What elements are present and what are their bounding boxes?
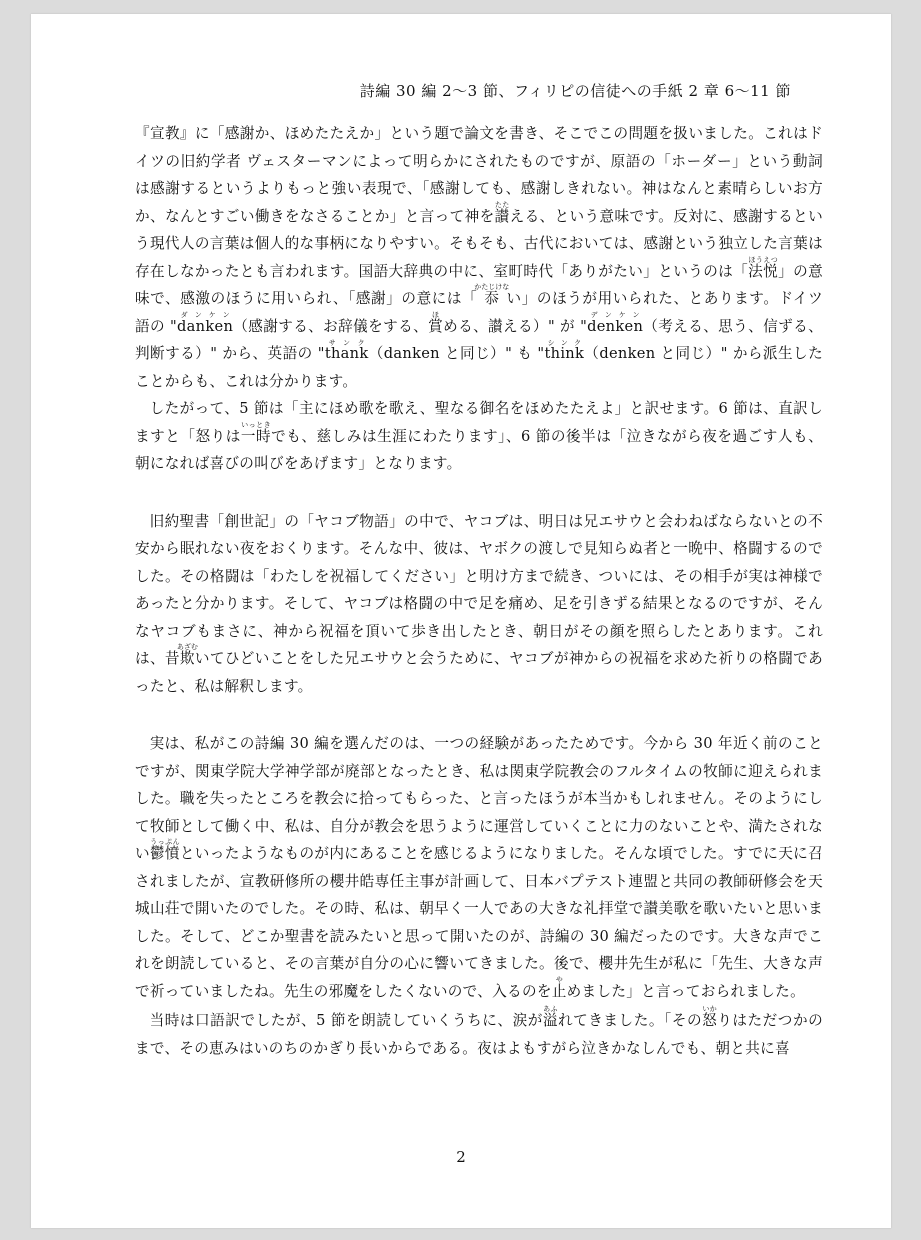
ruby-annotation xyxy=(544,339,585,362)
page-header: 詩編 30 編 2〜3 節、フィリピの信徒への手紙 2 章 6〜11 節 xyxy=(359,82,791,100)
paragraph-2 xyxy=(135,395,823,478)
ruby-base: think xyxy=(544,345,585,362)
ruby-annotation xyxy=(748,255,779,280)
ruby-annotation xyxy=(428,310,444,335)
ruby-annotation xyxy=(149,838,180,862)
ruby-annotation xyxy=(177,310,234,335)
ruby-reading: デンケン xyxy=(587,310,644,319)
text-segment: 旧約聖書「創世記」の「ヤコブ物語」の中で、ヤコブは、明日は兄エサウと会わねばならないとの不安から眠れない夜をおくります。そんな中、彼は、ヤボクの渡しで見知らぬ者と一晩中、格闘するのでした。その格闘は「わたしを祝福してください」と明け方まで続き、ついには、その相手が実は神様であったと分かります。そして、ヤコブは格闘の中で足を痛め、足を引きずる結果となるのですが、そんなヤコブもまさに、神から祝福を頂いて歩き出したとき、朝日がその顔を照らしたとあります。これは、昔 xyxy=(135,512,823,667)
text-segment: い」のほうが用いられた、とあります。ドイツ語の " xyxy=(135,290,823,335)
ruby-reading: ダンケン xyxy=(177,310,234,319)
ruby-annotation xyxy=(587,310,644,335)
ruby-reading: いか xyxy=(702,1005,717,1013)
ruby-annotation xyxy=(542,1005,558,1029)
text-segment: （denken と同じ）" から派生したことからも、これは分かります。 xyxy=(135,345,823,390)
ruby-base: 欺 xyxy=(176,650,198,667)
paragraph-1 xyxy=(135,120,823,395)
ruby-base: 賞 xyxy=(428,317,444,335)
page-number: 2 xyxy=(456,1148,466,1166)
text-segment: （danken と同じ）" も " xyxy=(368,345,545,362)
ruby-base: thank xyxy=(324,345,369,362)
ruby-base: 一時 xyxy=(240,427,272,445)
ruby-reading: いっとき xyxy=(240,420,271,429)
ruby-base: 溢 xyxy=(542,1012,558,1029)
text-segment: といったようなものが内にあることを感じるようになりました。そんな頃でした。すでに天に召されましたが、宣教研修所の櫻井皓専任主事が計画して、日本バプテスト連盟と共同の教師研修会を天城山荘で開いたのでした。その時、私は、朝早く一人であの大きな礼拝堂で讃美歌を歌いたいと思いました。そして、どこか聖書を読みたいと思って開いたのが、詩編の 30 編だったのです。大きな声でこれを朗読していると、その言葉が自分の心に響いてきました。後で、櫻井先生が私に「先生、大きな声で祈っていましたね。先生の邪魔をしたくないので、入るのを xyxy=(135,845,823,1000)
text-segment: 当時は口語訳でしたが、5 節を朗読していくうちに、涙が xyxy=(149,1012,543,1029)
ruby-reading: ほうえつ xyxy=(748,255,779,264)
ruby-reading: かたじけな xyxy=(474,283,510,291)
ruby-annotation xyxy=(240,420,272,445)
ruby-reading: あざむ xyxy=(176,643,198,651)
text-segment: 実は、私がこの詩編 30 編を選んだのは、一つの経験があったためです。今から 30 年近く前のことですが、関東学院大学神学部が廃部となったとき、私は関東学院教会のフルタイムの牧師に迎えられました。職を失ったところを教会に拾ってもらった、と言ったほうが本当かもしれません。そのようにして牧師として働く中、私は、自分が教会を思うように運営していくことに力のないことや、満たされない xyxy=(135,735,823,862)
ruby-annotation xyxy=(474,283,510,307)
ruby-annotation xyxy=(494,200,510,225)
ruby-base: denken xyxy=(587,317,644,335)
text-segment: いてひどいことをした兄エサウと会うために、ヤコブが神からの祝福を求めた祈りの格闘であったと、私は解釈します。 xyxy=(135,650,823,695)
ruby-annotation xyxy=(551,975,567,1000)
text-segment: える、という意味です。反対に、感謝するという現代人の言葉は個人的な事柄になりやすい。そもそも、古代においては、感謝という独立した言葉は存在しなかったとも言われます。国語大辞典の中に、室町時代「ありがたい」というのは「 xyxy=(135,207,823,280)
text-segment: でも、慈しみは生涯にわたります」、6 節の後半は「泣きながら夜を過ごす人も、朝になれば喜びの叫びをあげます」となります。 xyxy=(135,427,823,472)
ruby-base: 怒 xyxy=(702,1012,718,1029)
ruby-base: danken xyxy=(177,317,234,335)
ruby-reading: あふ xyxy=(542,1005,558,1013)
text-segment: れてきました。「その xyxy=(558,1012,703,1029)
ruby-reading: シンク xyxy=(544,339,585,347)
ruby-reading: うっぷん xyxy=(149,838,180,846)
ruby-base: 鬱憤 xyxy=(149,845,180,862)
paragraph-3 xyxy=(135,508,823,701)
document-page xyxy=(31,14,891,1228)
ruby-reading: たた xyxy=(494,200,510,209)
ruby-base: 讃 xyxy=(494,207,510,225)
text-segment: める、讃える）" が " xyxy=(443,317,588,335)
paragraph-5 xyxy=(135,1005,823,1062)
text-segment: （考える、思う、信ずる、判断する）" から、英語の " xyxy=(135,317,824,362)
body-text xyxy=(135,120,823,1062)
paragraph-4 xyxy=(135,730,823,1005)
ruby-annotation xyxy=(176,643,198,667)
text-segment: りはただつかのまで、その恵みはいのちのかぎり長いからである。夜はよもすがら泣きかなしんでも、朝と共に喜 xyxy=(135,1012,823,1057)
ruby-reading: サンク xyxy=(324,339,369,347)
text-segment: めました」と言っておられました。 xyxy=(566,982,805,1000)
ruby-base: 忝 xyxy=(474,290,510,307)
text-segment: （感謝する、お辞儀をする、 xyxy=(233,317,429,335)
text-segment: 『宣教』に「感謝か、ほめたたえか」という題で論文を書き、そこでこの問題を扱いました。これはドイツの旧約学者 ヴェスターマンによって明らかにされたものですが、原語の「ホーダー」という動詞は感謝するというよりもっと強い表現で、「感謝しても、感謝しきれない。神はなんと素晴らしいお方か、なんとすごい働きをなさることか」と言って神を xyxy=(135,125,823,225)
ruby-annotation xyxy=(324,339,369,362)
ruby-reading: ほ xyxy=(428,310,443,319)
text-segment: したがって、5 節は「主にほめ歌を歌え、聖なる御名をほめたたえよ」と訳せます。6 節は、直訳しますと「怒りは xyxy=(135,400,823,445)
ruby-annotation xyxy=(702,1005,718,1029)
ruby-base: 止 xyxy=(551,982,567,1000)
ruby-reading: や xyxy=(551,975,567,984)
ruby-base: 法悦 xyxy=(748,262,779,280)
text-segment: 」の意味で、感激のほうに用いられ、「感謝」の意には「 xyxy=(135,262,823,307)
